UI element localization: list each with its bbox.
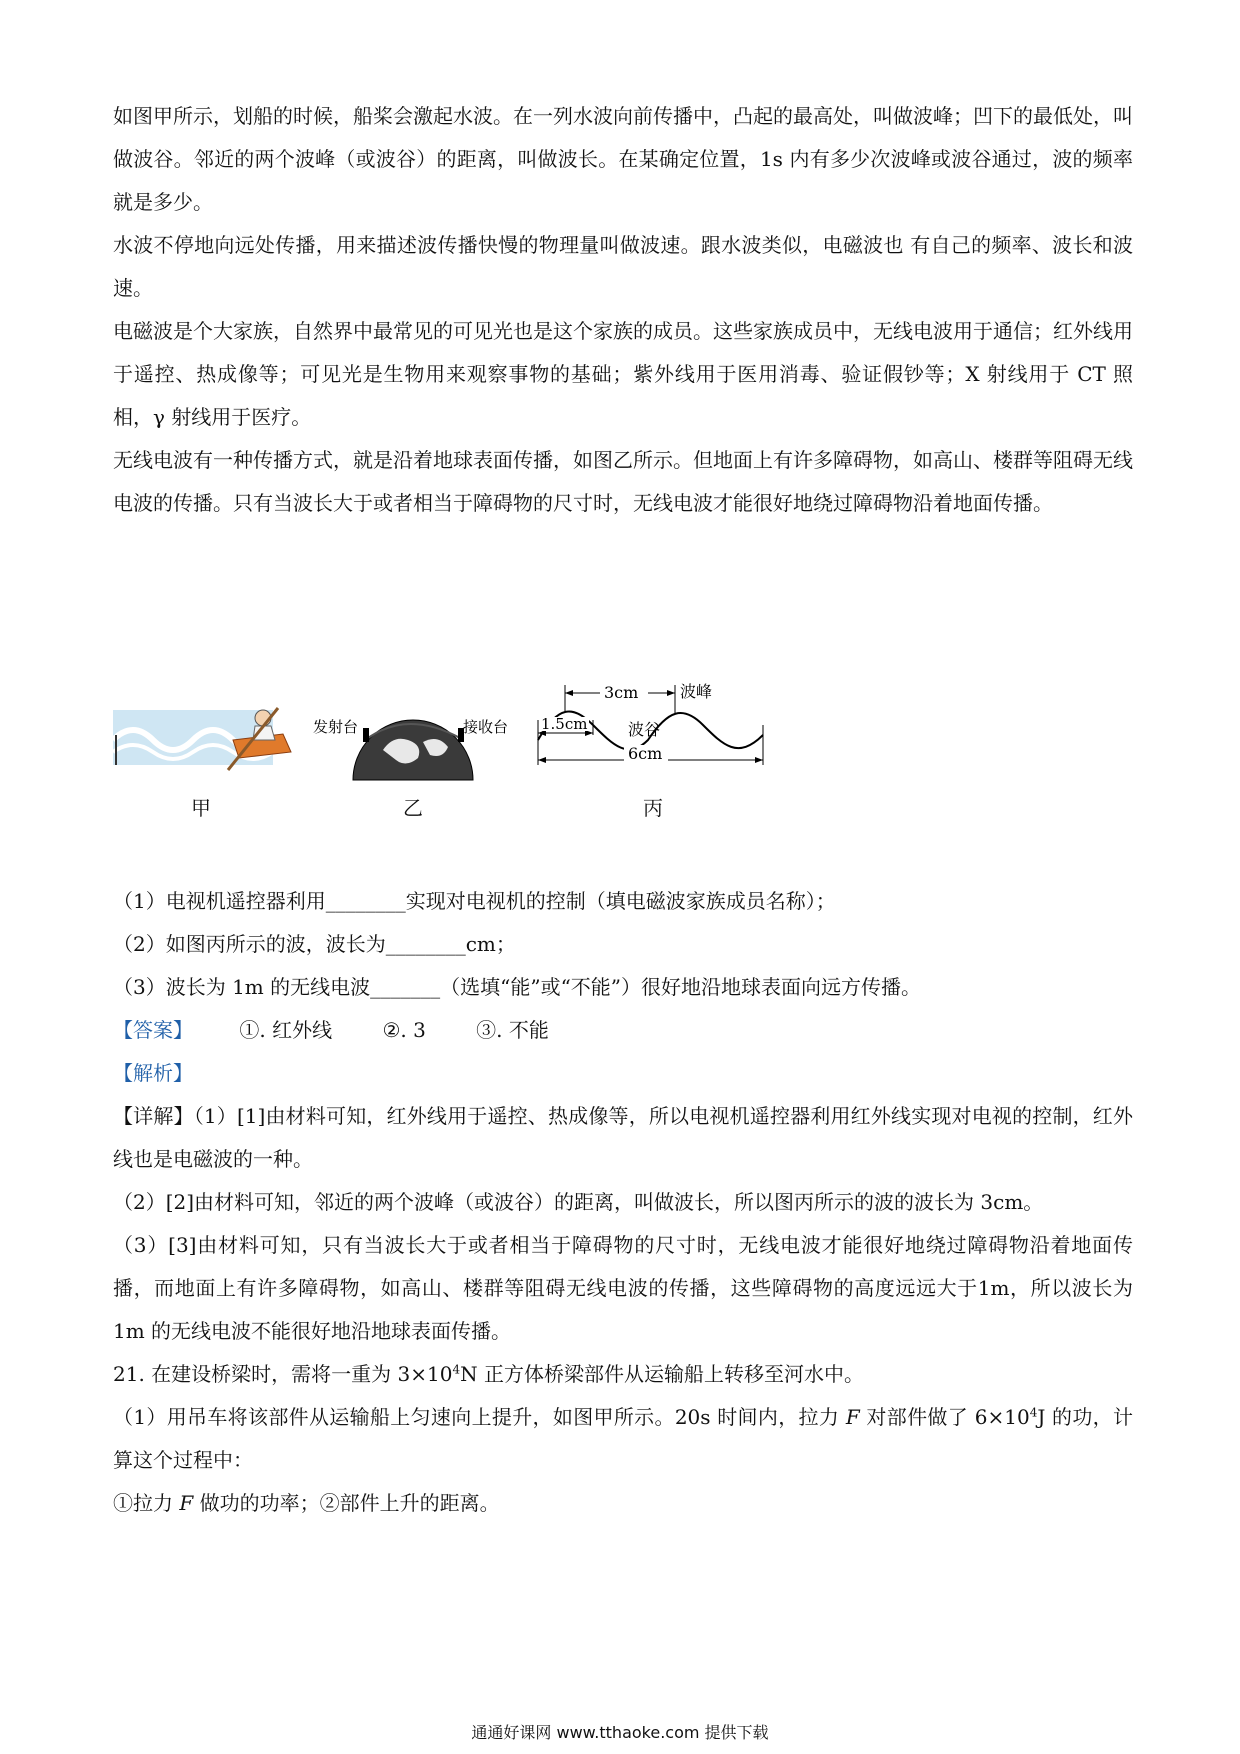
q21-1-text-c: J 的功，计算这个过程中：: [113, 1405, 1134, 1472]
q21-sub-text-b: 做功的功率；②部件上升的距离。: [193, 1491, 500, 1515]
figure-jia-boat-waves: [113, 700, 313, 780]
answer-list: [239, 1018, 593, 1042]
material-text: [113, 95, 1133, 525]
question-21: [113, 1353, 1133, 1396]
q21-text-a: 21. 在建设桥梁时，需将一重为 3×10: [113, 1362, 453, 1386]
question-21-subparts: [113, 1482, 1133, 1525]
bing-6cm-label: 6cm: [628, 744, 663, 763]
figure-yi-label: 乙: [403, 796, 423, 820]
question-1: （1）电视机遥控器利用________实现对电视机的控制（填电磁波家族成员名称）；: [113, 889, 836, 913]
question-2: （2）如图丙所示的波，波长为________cm；: [113, 932, 516, 956]
question-3: （3）波长为 1m 的无线电波_______（选填“能”或“不能”）很好地沿地球表面向远方传播。: [113, 975, 922, 999]
q21-1-force-symbol: F: [845, 1405, 860, 1429]
detail-3: （3）[3]由材料可知，只有当波长大于或者相当于障碍物的尺寸时，无线电波才能很好地绕过障碍物沿着地面传播，而地面上有许多障碍物，如高山、楼群等阻碍无线电波的传播，这些障碍物的高度远远大于1m，所以波长为 1m 的无线电波不能很好地沿地球表面传播。: [113, 1233, 1133, 1343]
material-paragraph-2: 水波不停地向远处传播，用来描述波传播快慢的物理量叫做波速。跟水波类似，电磁波也 有自己的频率、波长和波速。: [113, 233, 1133, 300]
material-paragraph-3: 电磁波是个大家族，自然界中最常见的可见光也是这个家族的成员。这些家族成员中，无线电波用于通信；红外线用于遥控、热成像等；可见光是生物用来观察事物的基础；紫外线用于医用消毒、验证假钞等；X 射线用于 CT 照相，γ 射线用于医疗。: [113, 319, 1133, 429]
q21-1-exponent: 4: [1029, 1405, 1038, 1420]
question-block: [113, 880, 1133, 1525]
q21-1-text-b: 对部件做了 6×10: [859, 1405, 1030, 1429]
analysis-tag: 【解析】: [113, 1061, 193, 1085]
material-paragraph-1: 如图甲所示，划船的时候，船桨会激起水波。在一列水波向前传播中，凸起的最高处，叫做波峰；凹下的最低处，叫做波谷。邻近的两个波峰（或波谷）的距离，叫做波长。在某确定位置，1s 内有多少次波峰或波谷通过，波的频率就是多少。: [113, 104, 1133, 214]
figure-bing-wave: [528, 665, 788, 785]
q21-exponent: 4: [452, 1362, 461, 1377]
bing-3cm-label: 3cm: [604, 683, 639, 702]
page-footer: 通通好课网 www.tthaoke.com 提供下载: [471, 1723, 769, 1742]
q21-text-b: N 正方体桥梁部件从运输船上转移至河水中。: [460, 1362, 864, 1386]
figure-row: [113, 680, 833, 830]
question-21-part-1: [113, 1396, 1133, 1482]
material-paragraph-4: 无线电波有一种传播方式，就是沿着地球表面传播，如图乙所示。但地面上有许多障碍物，如高山、楼群等阻碍无线电波的传播。只有当波长大于或者相当于障碍物的尺寸时，无线电波才能很好地绕过障碍物沿着地面传播。: [113, 448, 1133, 515]
bing-crest-label: 波峰: [680, 682, 713, 701]
answer-3: ③. 不能: [476, 1018, 549, 1042]
figure-jia-label: 甲: [191, 796, 211, 820]
q21-1-text-a: （1）用吊车将该部件从运输船上匀速向上提升，如图甲所示。20s 时间内，拉力: [113, 1405, 846, 1429]
q21-sub-text-a: ①拉力: [113, 1491, 180, 1515]
answer-1: ①. 红外线: [239, 1018, 333, 1042]
detail-1: 【详解】（1）[1]由材料可知，红外线用于遥控、热成像等，所以电视机遥控器利用红外线实现对电视的控制，红外线也是电磁波的一种。: [113, 1104, 1133, 1171]
answer-2: ②. 3: [382, 1018, 426, 1042]
transmitter-label: 发射台: [313, 718, 359, 736]
detail-2: （2）[2]由材料可知，邻近的两个波峰（或波谷）的距离，叫做波长，所以图丙所示的波的波长为 3cm。: [113, 1190, 1044, 1214]
answer-line: [113, 1009, 1133, 1052]
answer-tag: 【答案】: [113, 1018, 193, 1042]
receiver-label: 接收台: [463, 718, 509, 736]
figure-yi-earth: [313, 680, 513, 800]
q21-sub-force-symbol: F: [179, 1491, 194, 1515]
bing-trough-label: 波谷: [628, 720, 661, 739]
bing-15cm-label: 1.5cm: [541, 715, 588, 733]
figure-bing-label: 丙: [643, 796, 663, 820]
